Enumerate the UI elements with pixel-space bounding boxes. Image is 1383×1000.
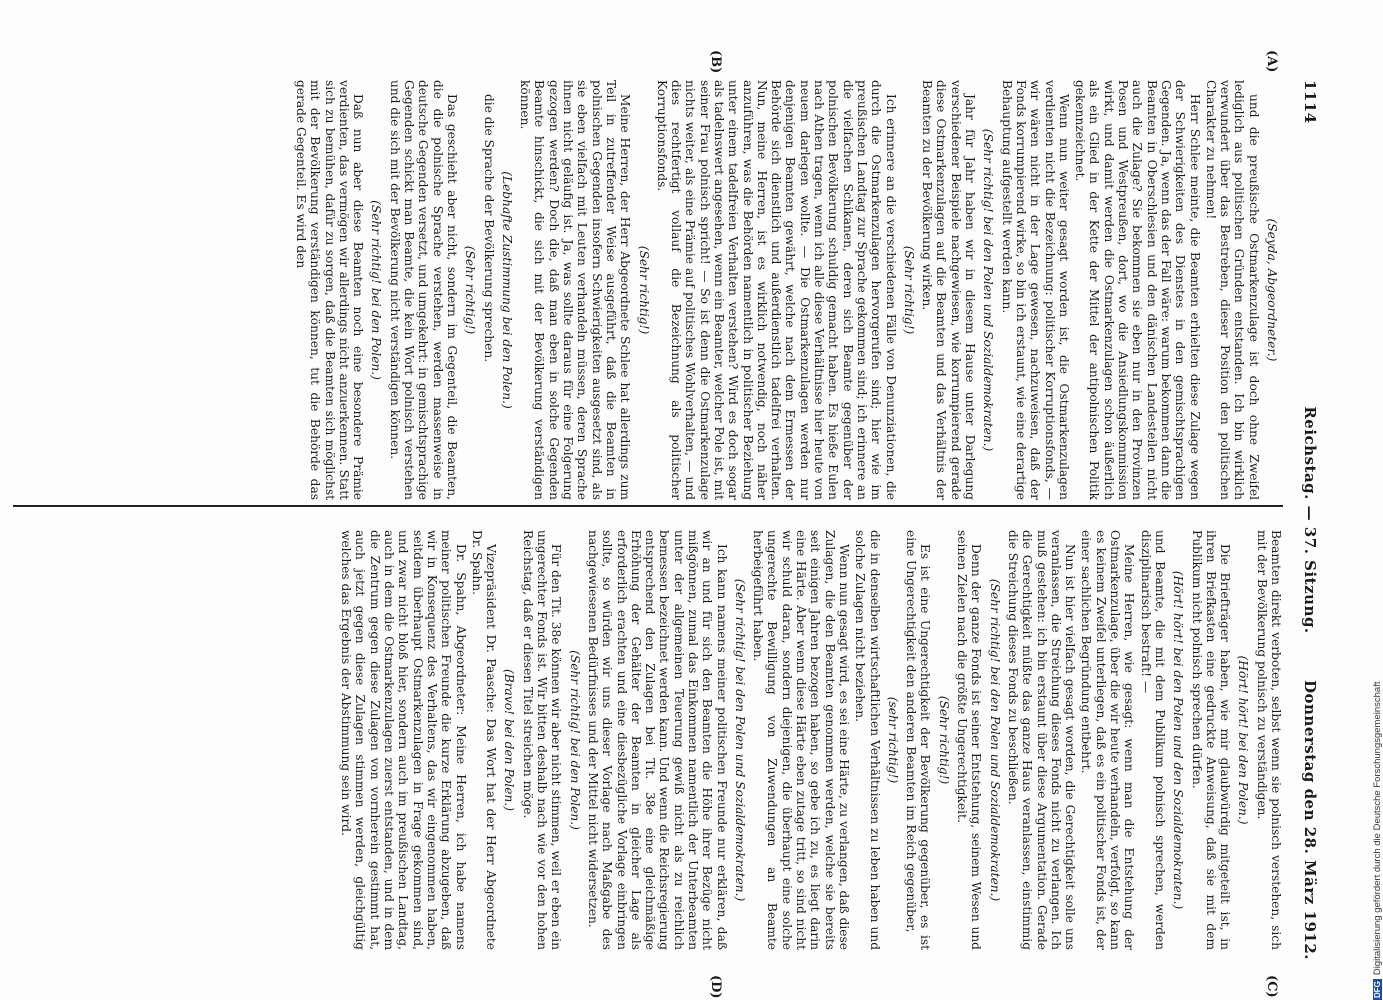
paragraph: Meine Herren, der Herr Abgeordnete Schlee hat allerdings zum Teil in zutreffender Weise ausgeführt, daß die Beamten in polnischen Gegenden insofern Schwierigkeiten ausgesetzt sind, als sie eben vielfach mit Leuten verhandeln müssen, deren Sprache ihnen nicht geläufig ist. Ja, was sollte daraus für eine Folgerung gezogen werden? Doch die, daß man eben in solche Gegenden Beamte hinschickt, die sich mit der Bevölkerung verständigen können. xyxy=(518,80,633,500)
margin-marker-b: (B) xyxy=(708,50,723,74)
margin-marker-c: (C) xyxy=(1264,975,1279,998)
stage-direction: (Sehr richtig! bei den Polen.) xyxy=(567,650,582,830)
paragraph: Meine Herren, wie gesagt: wenn man die Entstehung der Ostmarkenzulage, über die wir heute verhandeln, verfolgt, so kann es keinem Zweifel unterliegen, daß es ein politischer Fonds ist, der einer sachlichen Begründung entbehrt. xyxy=(1079,530,1137,950)
stage-direction: (sehr richtig!) xyxy=(885,696,900,784)
paragraph: Die Briefträger haben, wie mir glaubwürdig mitgeteilt ist, in ihren Briefkasten eine gedruckte Anweisung, daß sie mit dem Publikum nicht polnisch sprechen dürfen. xyxy=(1189,530,1233,950)
margin-marker-a: (A) xyxy=(1264,50,1279,73)
page-header xyxy=(1285,80,1325,960)
page-date: Donnerstag den 28. März 1912. xyxy=(1301,680,1319,960)
paragraph: Herr Schlee meinte, die Beamten erhielten diese Zulage wegen der Schwierigkeiten des Dienstes in den gemischtsprachigen Gegenden. Ja, wenn das der Fall wäre: warum bekommen dann die Beamten in Oberschlesien und den dänischen Landesteilen nicht auch die Zulage? Sie bekommen sie eben nur in den Provinzen Posen und Westpreußen, dort, wo die Ansiedlungskommission wirkt, und damit werden die Ostmarkenzulagen schon äußerlich als ein Glied in der Kette der Mittel der antipolnischen Politik gekennzeichnet. xyxy=(1073,80,1202,500)
paragraph: Jahr für Jahr haben wir in diesem Hause unter Darlegung verschiedener Beispiele nachgewiesen, wie korrumpierend gerade diese Ostmarkenzulagen auf die Beamten und das Verhältnis der Beamten zu der Bevölkerung wirken. xyxy=(920,80,978,500)
digitization-credit xyxy=(1372,440,1383,1000)
page-title: Reichstag. — 37. Sitzung. xyxy=(1301,406,1319,634)
paragraph: Für den Tit. 38e können wir aber nicht stimmen, weil er eben ein ungerechter Fonds ist. Wir bitten deshalb nach wie vor den hohen Reichstag, daß er diesen Titel streichen möge. xyxy=(520,530,564,950)
stage-direction: (Sehr richtig!) xyxy=(636,245,651,335)
paragraph: Dr. Spahn, Abgeordneter: Meine Herren, ich habe namens meiner politischen Freunde die kurze Erklärung abzugeben, daß wir in Konsequenz des Verhaltens, das wir eingenommen haben, seitdem überhaupt Ostmarkenzulagen in Frage gekommen sind, und zwar nicht bloß hier, sondern auch im preußischen Landtag, auch in dem die Ostmarkenzulagen zuerst entstanden, und in dem die Zentrum gegen diese Zulagen von vornherein gestimmt hat, auch jetzt gegen diese Zulagen stimmen werden, gleichgültig welches das Ergebnis der Abstimmung sein wird. xyxy=(339,530,468,950)
stage-direction: (Sehr richtig! bei den Polen.) xyxy=(369,200,384,380)
paragraph: Daß nun aber diese Beamten noch eine besondere Prämie verdienten, das vermögen wir allerdings nicht anzuerkennen. Statt sich zu bemühen, dafür zu sorgen, daß die Beamten sich möglichst mit der Bevölkerung verständigen können, tut die Behörde das gerade Gegenteil. Es wird den xyxy=(294,80,366,500)
paragraph: und Beamte, die mit dem Publikum polnisch sprechen, werden disziplinarisch bestraft! — xyxy=(1138,530,1167,950)
stage-direction: (Sehr richtig! bei den Polen und Sozialdemokraten.) xyxy=(981,128,996,452)
credit-text: Digitalisierung gefördert durch die Deutsche Forschungsgemeinschaft xyxy=(1372,681,1383,976)
dfg-logo: DFG xyxy=(1373,981,1382,998)
page-number: 1114 xyxy=(1301,80,1319,124)
stage-direction: (Lebhafte Zustimmung bei den Polen.) xyxy=(499,171,514,409)
stage-direction: (Sehr richtig!) xyxy=(936,695,951,785)
stage-direction: (Hört! hört! bei den Polen und den Sozialdemokraten.) xyxy=(1171,570,1186,910)
paragraph: Wenn nun weiter gesagt worden ist, die Ostmarkenzulagen verdienten nicht die Bezeichnung: politischer Korruptionsfonds, — wir wären nicht in der Lage gewesen, nachzuweisen, daß der Fonds korrumpierend wirke, so bin ich erstaunt, wie eine derartige Behauptung aufgestellt werden kann. xyxy=(999,80,1071,500)
paragraph: Ich kann namens meiner politischen Freunde nur erklären, daß wir an und für sich den Beamten die Höhe ihrer Bezüge nicht mißgönnen, zumal das Einkommen namentlich der Unterbeamten unter der allgemeinen Teuerung gewiß nicht als zu reichlich bemessen bezeichnet werden kann. Und wenn die Reichsregierung entsprechend den Zulagen bei Tit. 38e eine gleichmäßige Erhöhung der Gehälter der Beamten in gleicher Lage als erforderlich erachten und eine diesbezügliche Vorlage einbringen sollte, so würden wir uns dieser Vorlage nach Maßgabe des nachgewiesenen Bedürfnisses und der Mittel nicht widersetzen. xyxy=(585,530,729,950)
stage-direction: (Hört! hört! bei den Polen.) xyxy=(1236,655,1251,825)
paragraph: Es ist eine Ungerechtigkeit der Bevölkerung gegenüber, es ist eine Ungerechtigkeit den anderen Beamten im Reich gegenüber, xyxy=(904,530,933,950)
column-divider xyxy=(13,505,1283,507)
right-column xyxy=(13,530,1283,950)
paragraph: Ich erinnere an die verschiedenen Fälle von Denunziationen, die durch die Ostmarkenzulagen hervorgerufen sind; hier wie im preußischen Landtag zur Sprache gekommen sind; ich erinnere an die vielfachen Schikanen, deren sich Beamte gegenüber der polnischen Bevölkerung schuldig gemacht haben. Es hieße Eulen nach Athen tragen, wenn ich alle diese Verhältnisse hier heute von neuem darlegen wollte. — Die Ostmarkenzulagen werden nur denjenigen Beamten gewährt, welche nach dem Ermessen der Behörde sich dienstlich und außerdienstlich tadelfrei verhalten. Nun, meine Herren, ist es wirklich notwendig, noch näher anzuführen, was die Behörden namentlich in politischer Beziehung unter einem tadelfreien Verhalten verstehen? Wird es doch sogar als tadelnswert angesehen, wenn ein Beamter, welcher Pole ist, mit seiner Frau polnisch spricht! — So ist denn die Ostmarkenzulage nichts weiter, als eine Prämie auf politisches Wohlverhalten, — und dies rechtfertigt vollauf die Bezeichnung als politischer Korruptionsfonds. xyxy=(654,80,898,500)
paragraph: Wenn nun gesagt wird, es sei eine Härte, zu verlangen, daß diese Zulagen, die den Beamten genommen werden, welche sie bereits seit einigen Jahren bezogen haben, so gebe ich zu, es liegt darin eine Härte. Aber wenn diese Härte eben zutage tritt, so sind nicht wir schuld daran, sondern diejenigen, die überhaupt eine solche ungerechte Bewilligung von Zuwendungen an Beamte herbeigeführt haben. xyxy=(751,530,851,950)
paragraph: Beamten direkt verboten, selbst wenn sie polnisch verstehen, sich mit der Bevölkerung polnisch zu verständigen. xyxy=(1254,530,1283,950)
paragraph: Vizepräsident Dr. Paasche: Das Wort hat der Herr Abgeordnete Dr. Spahn. xyxy=(469,530,499,950)
paragraph: Nun ist hier vielfach gesagt worden, die Gerechtigkeit solle uns veranlassen, die Streichung dieses Fonds nicht zu verlangen. Ich muß gestehen: ich bin erstaunt über diese Argumentation. Gerade die Gerechtigkeit müßte das ganze Haus veranlassen, einstimmig die Streichung dieses Fonds zu beschließen. xyxy=(1005,530,1078,950)
paragraph: Denn der ganze Fonds ist seiner Entstehung, seinem Wesen und seinen Zielen nach die größte Ungerechtigkeit. xyxy=(955,530,984,950)
paragraph: die die Sprache der Bevölkerung sprechen. xyxy=(481,94,496,363)
margin-marker-d: (D) xyxy=(708,975,723,999)
paragraph: die in denselben wirtschaftlichen Verhältnissen zu leben haben und solche Zulagen nicht beziehen. xyxy=(853,530,882,950)
stage-direction: (Bravo! bei den Polen.) xyxy=(502,669,517,811)
stage-direction: (Sehr richtig! bei den Polen und Sozialdemokraten.) xyxy=(732,578,747,902)
paragraph: und die preußische Ostmarkenzulage ist doch ohne Zweifel lediglich aus politischen Gründen entstanden. Ich bin wirklich verwundert über das Bestreben, dieser Position den politischen Charakter zu nehmen! xyxy=(1203,80,1261,500)
stage-direction: (Seyda, Abgeordneter.) xyxy=(1265,218,1279,362)
stage-direction: (Sehr richtig!) xyxy=(901,245,916,335)
left-column xyxy=(13,80,1283,500)
stage-direction: (Sehr richtig! bei den Polen und Sozialdemokraten.) xyxy=(987,578,1002,902)
stage-direction: (Sehr richtig!) xyxy=(463,245,478,335)
paragraph: Das geschieht aber nicht, sondern im Gegenteil, die Beamten, die die polnische Sprache verstehen, werden massenweise in deutsche Gegenden versetzt, und umgekehrt: in gemischtsprachige Gegenden schickt man Beamte, die kein Wort polnisch verstehen und die sich mit der Bevölkerung nicht verständigen können. xyxy=(387,80,459,500)
